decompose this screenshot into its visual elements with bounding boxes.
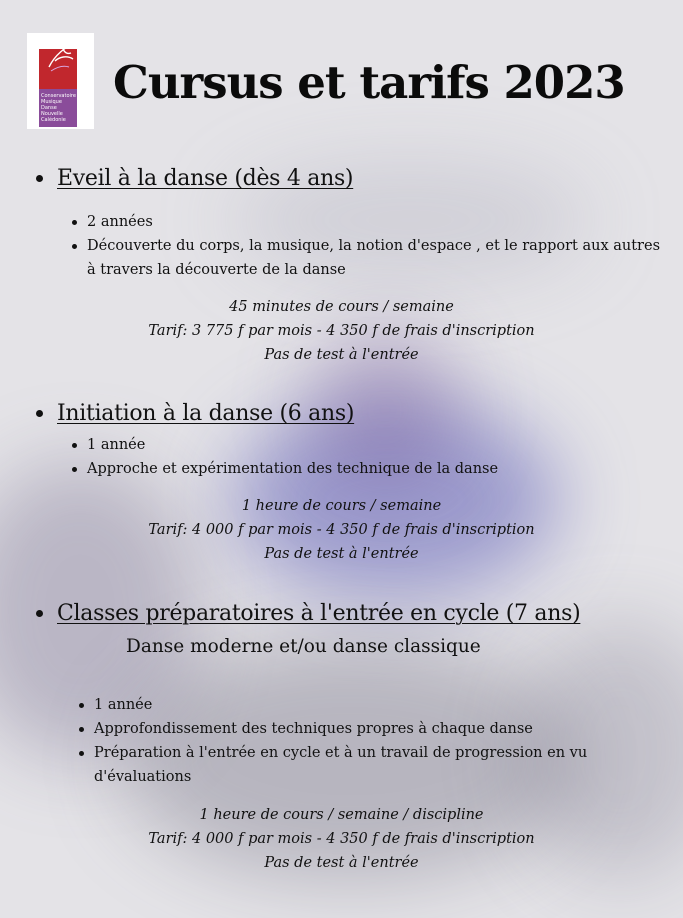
duration-text: 1 heure de cours / semaine / discipline (199, 807, 484, 823)
test-text: Pas de test à l'entrée (264, 347, 419, 363)
info-block-initiation (0, 494, 683, 566)
duration-text: 45 minutes de cours / semaine (229, 299, 454, 315)
bullet-list-eveil (70, 210, 660, 282)
logo-text: Conservatoire Musique Danse Nouvelle Calédonie (41, 93, 76, 123)
conservatoire-logo (27, 33, 94, 129)
page-title: Cursus et tarifs 2023 (113, 56, 625, 109)
list-item: Approfondissement des techniques propres à chaque danse (77, 717, 647, 741)
bullet-list-classes (77, 693, 647, 789)
test-text: Pas de test à l'entrée (264, 546, 419, 562)
info-block-classes (0, 803, 683, 875)
dancer-swirl-icon (45, 37, 79, 77)
tarif-text: Tarif: 4 000 f par mois - 4 350 f de frais d'inscription (148, 831, 535, 847)
test-text: Pas de test à l'entrée (264, 855, 419, 871)
section-heading-classes-preparatoires: Classes préparatoires à l'entrée en cycle (7 ans) (36, 601, 580, 626)
bullet-list-initiation (70, 433, 660, 481)
tarif-text: Tarif: 4 000 f par mois - 4 350 f de frais d'inscription (148, 522, 535, 538)
bullet-icon (36, 410, 43, 417)
section-subtitle: Danse moderne et/ou danse classique (126, 636, 481, 657)
section-heading-eveil: Eveil à la danse (dès 4 ans) (36, 166, 353, 191)
list-item: 1 année (77, 693, 647, 717)
info-block-eveil (0, 295, 683, 367)
section-heading-initiation: Initiation à la danse (6 ans) (36, 401, 354, 426)
bullet-icon (36, 610, 43, 617)
list-item: Découverte du corps, la musique, la notion d'espace , et le rapport aux autres à travers la découverte de la danse (70, 234, 660, 282)
list-item: Préparation à l'entrée en cycle et à un travail de progression en vu d'évaluations (77, 741, 647, 789)
tarif-text: Tarif: 3 775 f par mois - 4 350 f de frais d'inscription (148, 323, 535, 339)
duration-text: 1 heure de cours / semaine (241, 498, 442, 514)
list-item: 2 années (70, 210, 660, 234)
list-item: 1 année (70, 433, 660, 457)
list-item: Approche et expérimentation des technique de la danse (70, 457, 660, 481)
bullet-icon (36, 175, 43, 182)
